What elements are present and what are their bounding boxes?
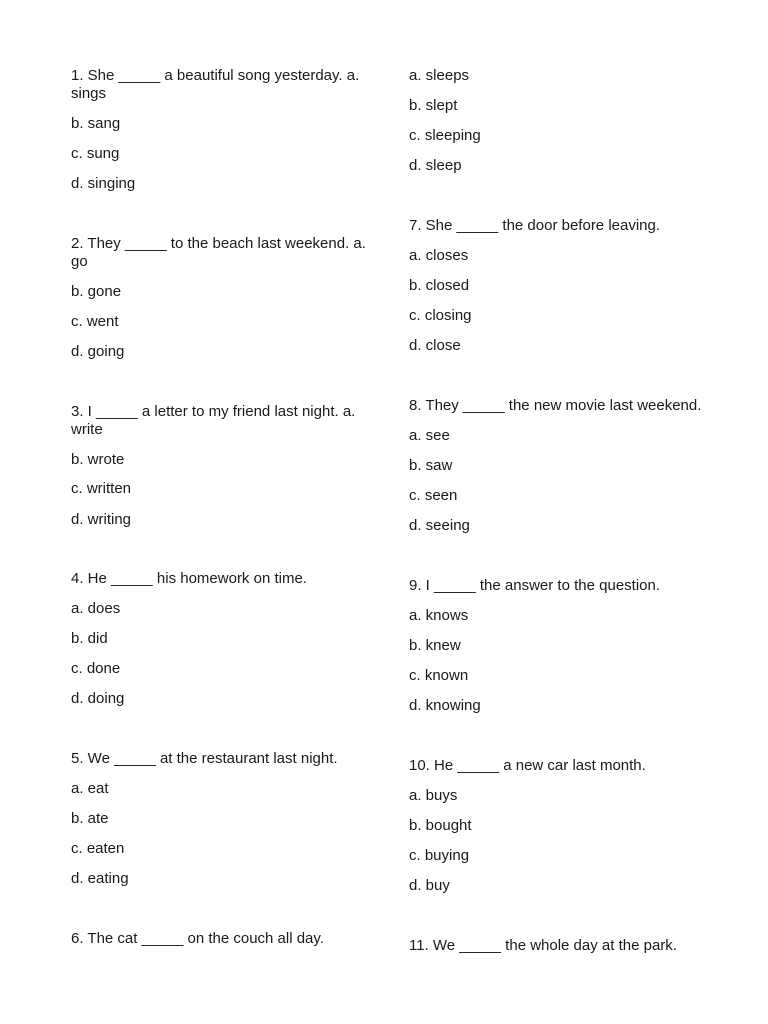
question-8-option-b: b. saw: [409, 457, 453, 474]
question-6-stem: 6. The cat _____ on the couch all day.: [71, 930, 324, 947]
question-5-option-c: c. eaten: [71, 840, 125, 857]
question-9-option-b: b. knew: [409, 637, 461, 654]
question-3-option-c: c. written: [71, 480, 132, 497]
question-10-option-a: a. buys: [409, 787, 458, 804]
right-column: [409, 0, 739, 1024]
question-6-option-a: a. sleeps: [409, 67, 470, 84]
question-1-option-c: c. sung: [71, 145, 120, 162]
question-8-stem: 8. They _____ the new movie last weekend.: [409, 397, 702, 414]
question-5-option-d: d. eating: [71, 870, 129, 887]
question-6-option-d: d. sleep: [409, 157, 462, 174]
question-5-stem: 5. We _____ at the restaurant last night.: [71, 750, 338, 767]
question-3-stem: 3. I _____ a letter to my friend last night. a. write: [71, 403, 356, 438]
question-9-option-d: d. knowing: [409, 697, 481, 714]
question-4-stem: 4. He _____ his homework on time.: [71, 570, 307, 587]
question-10-option-b: b. bought: [409, 817, 472, 834]
question-6-option-c: c. sleeping: [409, 127, 481, 144]
question-7-stem: 7. She _____ the door before leaving.: [409, 217, 661, 234]
question-5-option-b: b. ate: [71, 810, 109, 827]
question-3-option-b: b. wrote: [71, 451, 125, 468]
question-8-option-a: a. see: [409, 427, 450, 444]
question-9-option-a: a. knows: [409, 607, 469, 624]
question-11-stem: 11. We _____ the whole day at the park.: [409, 937, 677, 954]
question-4-option-b: b. did: [71, 630, 108, 647]
question-2-option-b: b. gone: [71, 283, 122, 300]
question-3-option-d: d. writing: [71, 511, 132, 528]
question-1-stem: 1. She _____ a beautiful song yesterday. a. sings: [71, 67, 360, 102]
question-4-option-c: c. done: [71, 660, 121, 677]
question-2-option-c: c. went: [71, 313, 119, 330]
question-7-option-a: a. closes: [409, 247, 469, 264]
question-1-option-d: d. singing: [71, 175, 136, 192]
question-10-option-d: d. buy: [409, 877, 450, 894]
question-10-option-c: c. buying: [409, 847, 470, 864]
question-7-option-b: b. closed: [409, 277, 470, 294]
question-2-option-d: d. going: [71, 343, 125, 360]
question-7-option-c: c. closing: [409, 307, 472, 324]
question-4-option-d: d. doing: [71, 690, 125, 707]
question-8-option-c: c. seen: [409, 487, 458, 504]
question-10-stem: 10. He _____ a new car last month.: [409, 757, 646, 774]
question-9-option-c: c. known: [409, 667, 469, 684]
question-7-option-d: d. close: [409, 337, 461, 354]
left-column: [71, 0, 371, 1024]
question-8-option-d: d. seeing: [409, 517, 470, 534]
question-1-option-b: b. sang: [71, 115, 121, 132]
question-9-stem: 9. I _____ the answer to the question.: [409, 577, 661, 594]
question-5-option-a: a. eat: [71, 780, 109, 797]
question-2-stem: 2. They _____ to the beach last weekend. a. go: [71, 235, 366, 270]
question-6-option-b: b. slept: [409, 97, 458, 114]
question-4-option-a: a. does: [71, 600, 121, 617]
